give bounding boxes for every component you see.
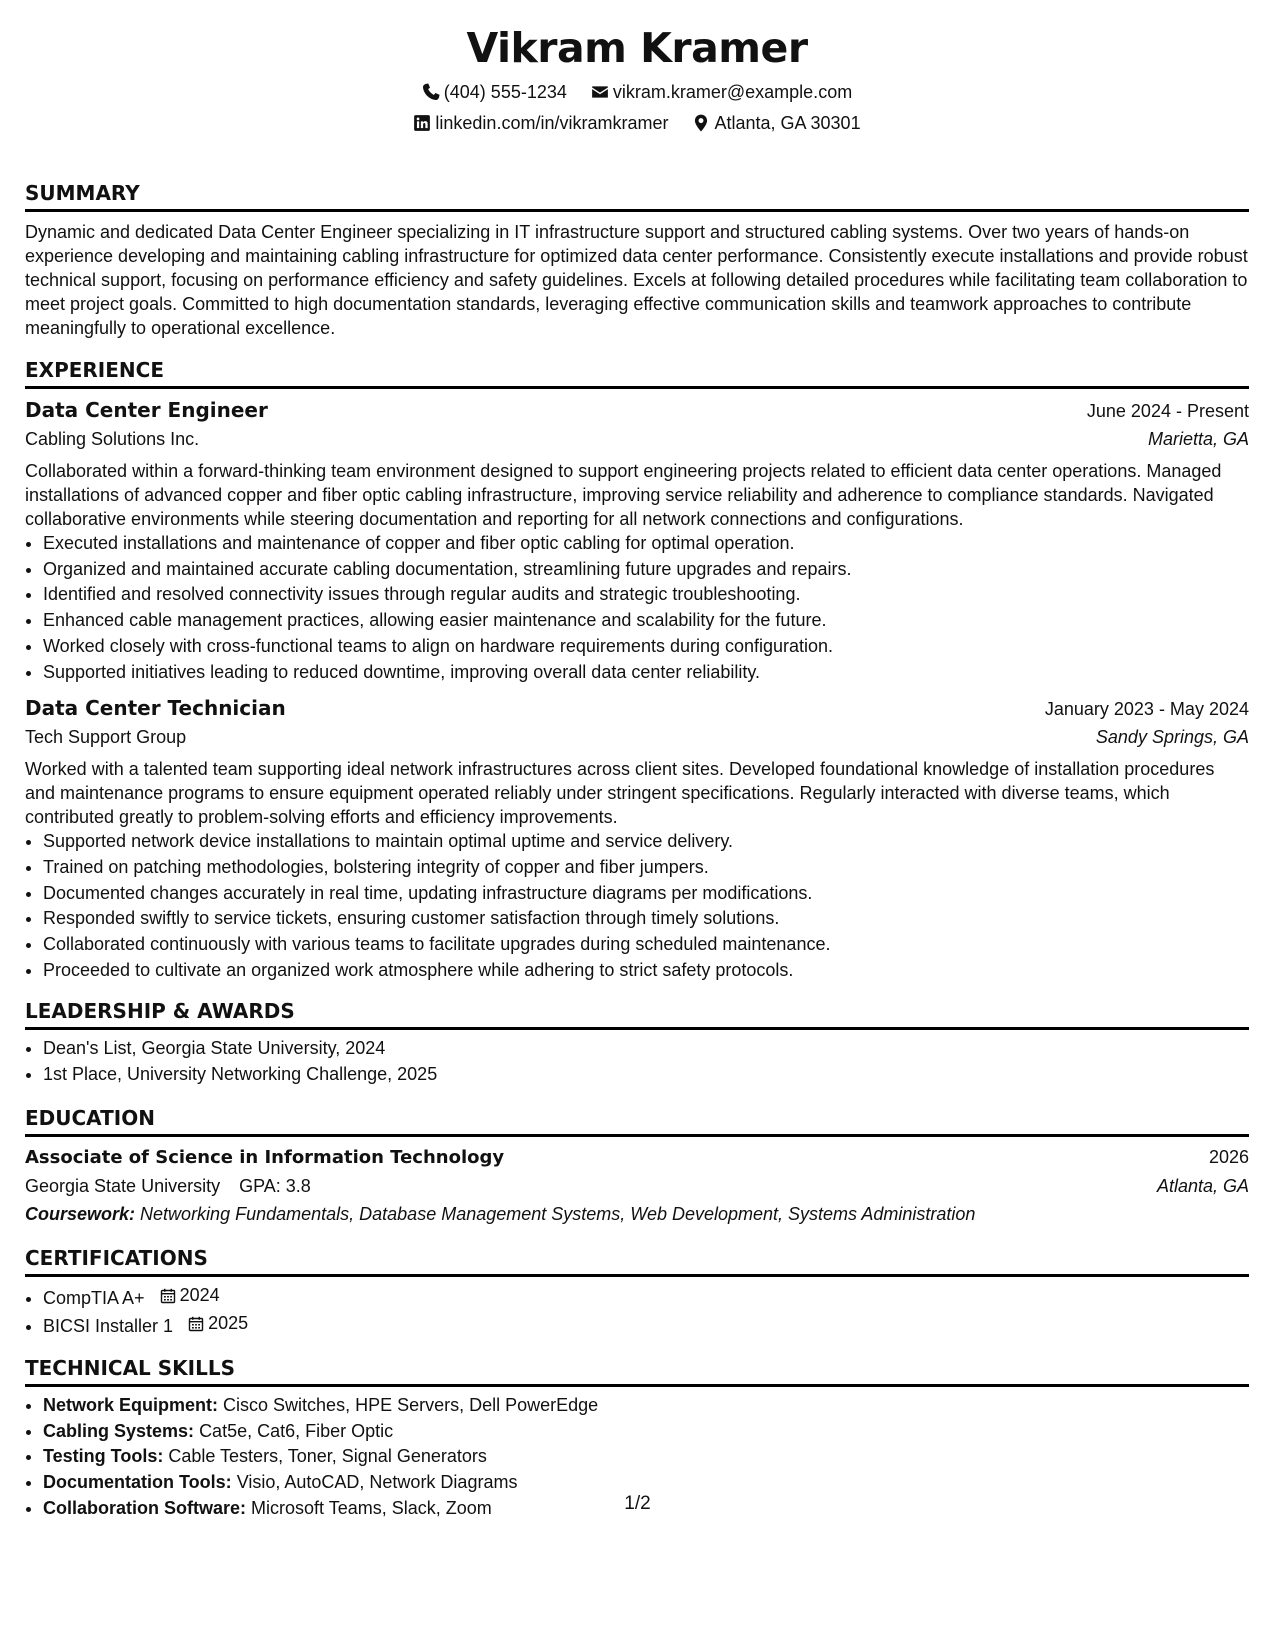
list-item: • Collaborated continuously with various teams to facilitate upgrades during scheduled maintenance. — [43, 932, 1249, 958]
education-year: 2026 — [1208, 1146, 1249, 1167]
leadership-list — [25, 1036, 1249, 1087]
list-item — [43, 1419, 1249, 1445]
skill-label: Testing Tools: — [43, 1446, 164, 1467]
list-item: • Dean's List, Georgia State University, 2024 — [43, 1036, 1249, 1062]
section-title-education: EDUCATION — [25, 1106, 1249, 1137]
job-description: Collaborated within a forward-thinking team environment designed to support engineering projects related to efficient data center operations. Managed installations of advanced copper and fiber optic cabling infrastructure, improving service reliability and adherence to compliance standards. Navigated collaborative environments while steering documentation and reporting for all network connections and configurations. — [25, 461, 1222, 529]
section-title-experience: EXPERIENCE — [25, 358, 1249, 389]
coursework-list: Networking Fundamentals, Database Management Systems, Web Development, Systems Administration — [140, 1203, 976, 1224]
phone-icon — [422, 83, 440, 101]
envelope-icon — [591, 83, 609, 101]
section-title-skills: TECHNICAL SKILLS — [25, 1356, 1249, 1387]
cert-name: BICSI Installer 1 — [43, 1316, 174, 1337]
linkedin-icon — [413, 114, 431, 132]
phone-number: (404) 555-1234 — [443, 82, 567, 102]
list-item: • Enhanced cable management practices, allowing easier maintenance and scalability for the future. — [43, 608, 1249, 634]
email-address[interactable]: vikram.kramer@example.com — [612, 82, 853, 102]
skill-value: Visio, AutoCAD, Network Diagrams — [236, 1472, 518, 1493]
list-item: • Documented changes accurately in real time, updating infrastructure diagrams per modifications. — [43, 881, 1249, 907]
summary-paragraph: Dynamic and dedicated Data Center Engineer specializing in IT infrastructure support and structured cabling systems. Over two years of hands-on experience developing and maintaining cabling infrastructure for optimized data center performance. Consistently execute installations and provide robust technical support, focusing on performance efficiency and safety guidelines. Excels at following detailed procedures while facilitating team collaboration to meet project goals. Committed to high documentation standards, leveraging effective communication skills and teamwork approaches to contribute meaningfully to operational excellence. — [25, 222, 1248, 338]
list-item: • Worked closely with cross-functional teams to align on hardware requirements during configuration. — [43, 634, 1249, 660]
section-title-leadership: LEADERSHIP & AWARDS — [25, 999, 1249, 1030]
contact-linkedin[interactable] — [413, 111, 668, 135]
coursework-label: Coursework: — [25, 1203, 136, 1224]
contact-email[interactable] — [591, 80, 852, 104]
list-item — [43, 1311, 1249, 1340]
skill-value: Cat5e, Cat6, Fiber Optic — [199, 1420, 394, 1441]
job-bullets — [25, 829, 1249, 983]
job-company: Cabling Solutions Inc. — [25, 429, 200, 449]
skill-label: Cabling Systems: — [43, 1420, 195, 1441]
calendar-icon — [160, 1288, 176, 1304]
contact-line-secondary — [25, 111, 1249, 135]
cert-year: 2025 — [208, 1313, 249, 1334]
list-item: • Trained on patching methodologies, bolstering integrity of copper and fiber jumpers. — [43, 855, 1249, 881]
list-item: • Supported initiatives leading to reduced downtime, improving overall data center reliability. — [43, 660, 1249, 686]
skill-value: Cisco Switches, HPE Servers, Dell PowerEdge — [223, 1394, 599, 1415]
job-location: Sandy Springs, GA — [1095, 727, 1249, 748]
job-entry — [25, 397, 1249, 685]
calendar-icon — [188, 1316, 204, 1332]
job-entry — [25, 695, 1249, 983]
list-item — [43, 1444, 1249, 1470]
certifications-list — [25, 1283, 1249, 1340]
education-school: Georgia State University — [25, 1175, 221, 1196]
job-company: Tech Support Group — [25, 727, 187, 748]
cert-year: 2024 — [179, 1284, 220, 1305]
skill-value: Microsoft Teams, Slack, Zoom — [251, 1497, 492, 1518]
list-item: • Proceeded to cultivate an organized work atmosphere while adhering to strict safety protocols. — [43, 958, 1249, 984]
contact-phone — [422, 80, 567, 104]
section-title-summary: SUMMARY — [25, 181, 1249, 212]
education-gpa: GPA: 3.8 — [239, 1175, 311, 1196]
job-location: Marietta, GA — [1147, 429, 1249, 449]
list-item: • Organized and maintained accurate cabling documentation, streamlining future upgrades and repairs. — [43, 557, 1249, 583]
job-description: Worked with a talented team supporting ideal network infrastructures across client sites. Developed foundational knowledge of installation procedures and maintenance programs to ensure equipment operated reliably under stringent specifications. Regularly interacted with diverse teams, which contributed greatly to problem-solving efforts and efficiency improvements. — [25, 759, 1215, 828]
list-item: • Responded swiftly to service tickets, ensuring customer satisfaction through timely solutions. — [43, 906, 1249, 932]
linkedin-url[interactable]: linkedin.com/in/vikramkramer — [435, 113, 669, 133]
cert-name: CompTIA A+ — [43, 1287, 145, 1308]
section-title-certifications: CERTIFICATIONS — [25, 1246, 1249, 1277]
list-item — [43, 1393, 1249, 1419]
job-bullets — [25, 531, 1249, 685]
job-dates: June 2024 - Present — [1086, 401, 1249, 421]
contact-line-primary — [25, 80, 1249, 104]
list-item: • Identified and resolved connectivity issues through regular audits and strategic troubleshooting. — [43, 582, 1249, 608]
contact-location — [692, 111, 860, 135]
location-text: Atlanta, GA 30301 — [714, 113, 861, 133]
job-title: Data Center Engineer — [25, 398, 268, 422]
list-item: • Supported network device installations to maintain optimal uptime and service delivery. — [43, 829, 1249, 855]
list-item: • Executed installations and maintenance of copper and fiber optic cabling for optimal operation. — [43, 531, 1249, 557]
skill-label: Documentation Tools: — [43, 1472, 232, 1493]
page-number: 1/2 — [624, 1493, 651, 1514]
job-dates: January 2023 - May 2024 — [1044, 699, 1249, 720]
candidate-name: Vikram Kramer — [466, 24, 808, 72]
list-item: • 1st Place, University Networking Challenge, 2025 — [43, 1062, 1249, 1088]
skill-value: Cable Testers, Toner, Signal Generators — [168, 1446, 487, 1467]
education-location: Atlanta, GA — [1156, 1175, 1249, 1196]
education-degree: Associate of Science in Information Technology — [25, 1146, 505, 1168]
skill-label: Network Equipment: — [43, 1394, 219, 1415]
resume-page — [25, 0, 1249, 1521]
map-marker-icon — [692, 114, 710, 132]
job-title: Data Center Technician — [25, 696, 286, 721]
education-coursework — [25, 1202, 1249, 1226]
list-item — [43, 1283, 1249, 1312]
skill-label: Collaboration Software: — [43, 1497, 247, 1518]
